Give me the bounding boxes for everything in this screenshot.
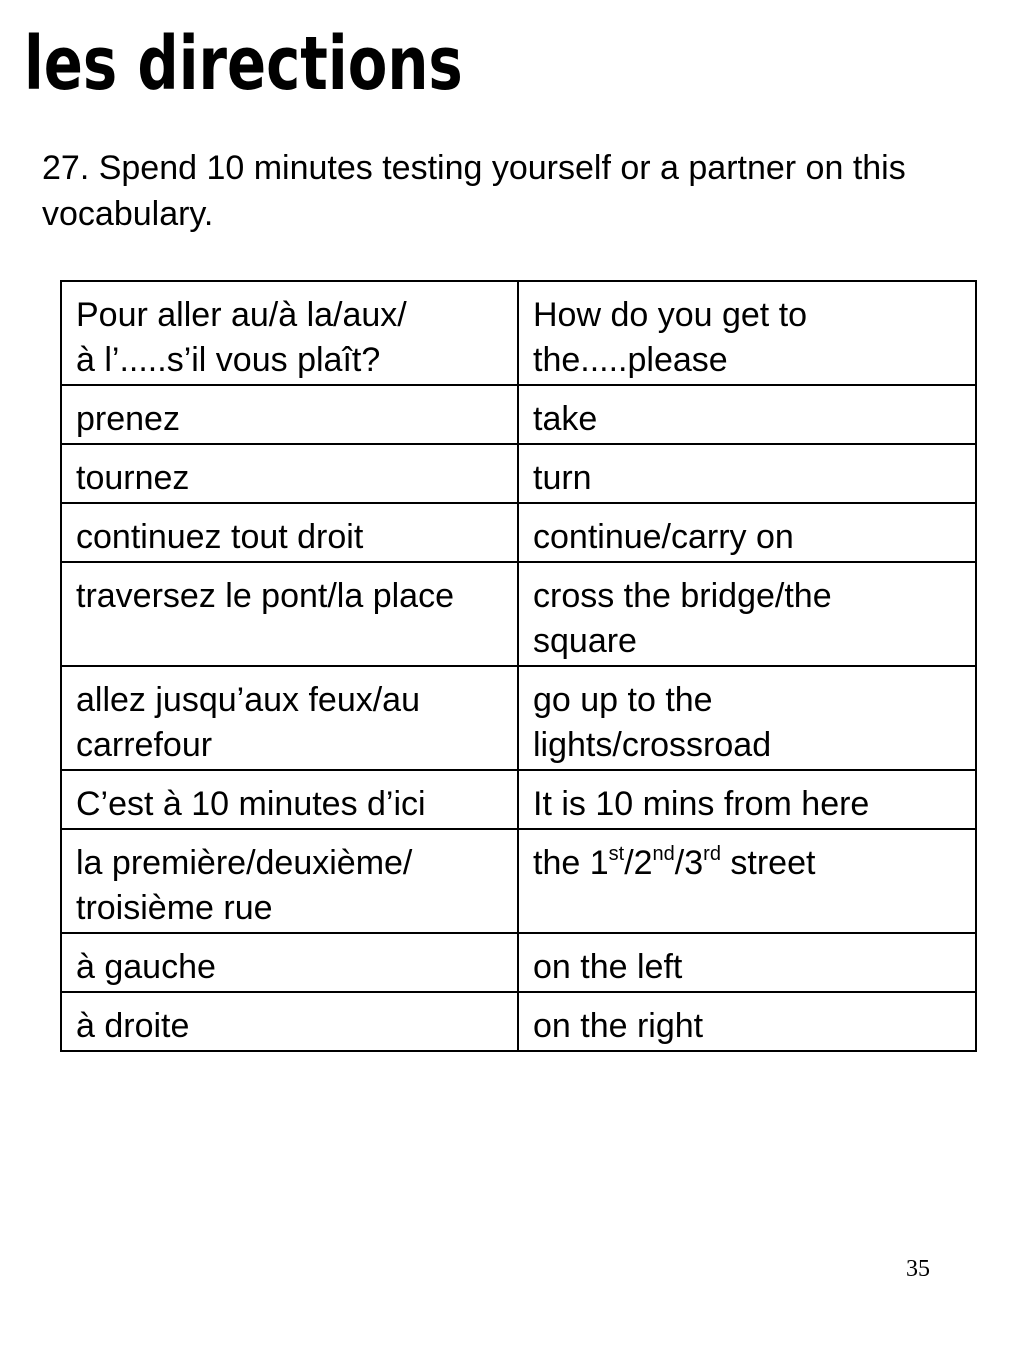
ordinal-text: street (720, 844, 816, 882)
page-number: 35 (906, 1256, 930, 1282)
vocabulary-table (60, 280, 977, 1052)
english-cell: on the left (518, 933, 976, 992)
english-cell: go up to the lights/crossroad (518, 666, 976, 770)
french-cell: Pour aller au/à la/aux/ à l’.....s’il vous plaît? (61, 281, 518, 385)
french-cell: continuez tout droit (61, 503, 518, 562)
table-row (61, 562, 976, 666)
table-row (61, 444, 976, 503)
french-cell: prenez (61, 385, 518, 444)
english-cell: It is 10 mins from here (518, 770, 976, 829)
french-cell: allez jusqu’aux feux/au carrefour (61, 666, 518, 770)
english-cell: cross the bridge/the square (518, 562, 976, 666)
french-cell: tournez (61, 444, 518, 503)
ordinal-suffix: st (608, 843, 625, 865)
ordinal-suffix: nd (652, 843, 675, 865)
french-cell: la première/deuxième/ troisième rue (61, 829, 518, 933)
ordinal-text: the 1 (533, 844, 609, 882)
table-row (61, 992, 976, 1051)
english-cell: continue/carry on (518, 503, 976, 562)
english-cell (518, 829, 976, 933)
table-row (61, 385, 976, 444)
french-cell: C’est à 10 minutes d’ici (61, 770, 518, 829)
english-cell: How do you get to the.....please (518, 281, 976, 385)
instruction-text: 27. Spend 10 minutes testing yourself or a partner on this vocabulary. (42, 149, 906, 233)
french-cell: à gauche (61, 933, 518, 992)
table-row (61, 666, 976, 770)
table-row (61, 829, 976, 933)
english-cell: turn (518, 444, 976, 503)
french-cell: traversez le pont/la place (61, 562, 518, 666)
ordinal-text: /3 (674, 844, 704, 882)
french-cell: à droite (61, 992, 518, 1051)
ordinal-text: /2 (624, 844, 653, 882)
table-row (61, 281, 976, 385)
table-row (61, 933, 976, 992)
table-row (61, 770, 976, 829)
english-cell: take (518, 385, 976, 444)
english-cell: on the right (518, 992, 976, 1051)
table-row (61, 503, 976, 562)
ordinal-suffix: rd (703, 843, 721, 865)
page-title: les directions (24, 21, 463, 107)
